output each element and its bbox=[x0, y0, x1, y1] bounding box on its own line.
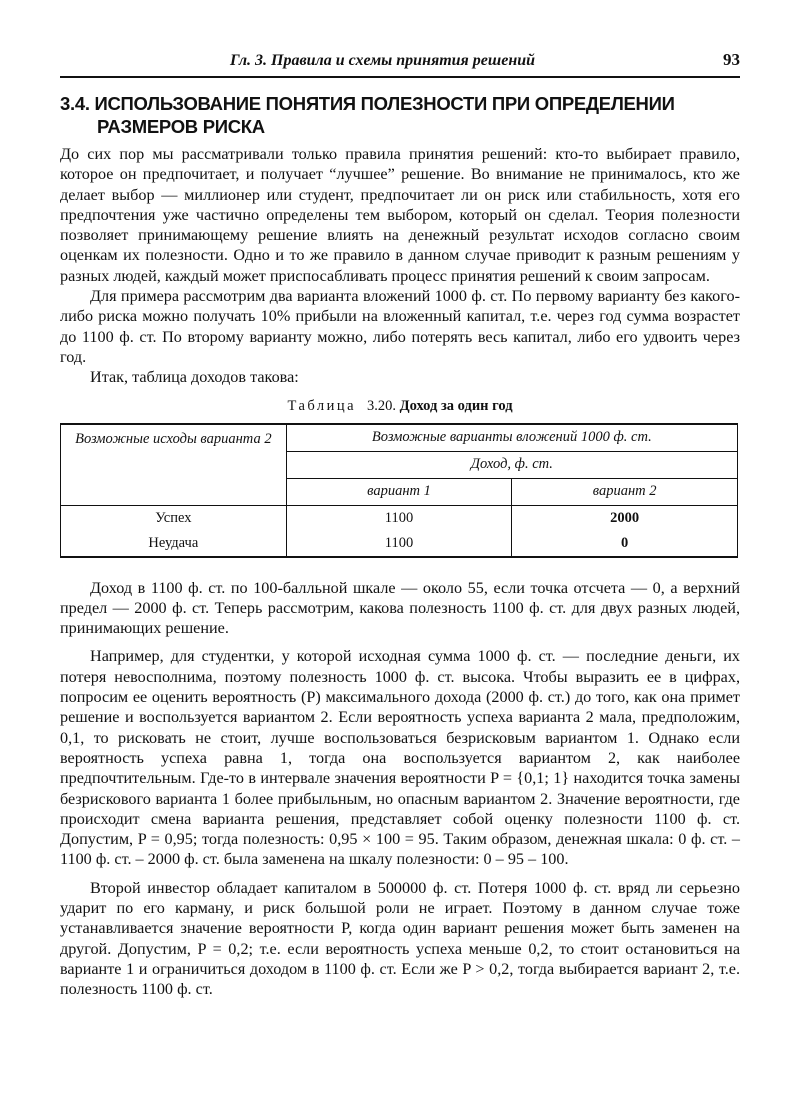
table-row bbox=[61, 531, 738, 557]
running-head-title: Гл. 3. Правила и схемы принятия решений bbox=[230, 52, 535, 69]
table-header-variants: Возможные варианты вложений 1000 ф. ст. bbox=[286, 424, 737, 452]
table-caption-title: Доход за один год bbox=[399, 397, 513, 414]
table-row bbox=[61, 505, 738, 531]
section-heading bbox=[60, 92, 740, 138]
table-header-income: Доход, ф. ст. bbox=[286, 451, 737, 478]
paragraph-investor: Второй инвестор обладает капиталом в 500000 ф. ст. Потеря 1000 ф. ст. вряд ли серьезно ударит по его карману, и риск большой роли не играет. Поэтому в данном случае тоже устанавливается значение вероятности P, когда один вариант решения может быть заменен на другой. Допустим, P = 0,2; т.е. если вероятность успеха меньше 0,2, то стоит остановиться на варианте 1 и ограничиться доходом в 1100 ф. ст. Если же P > 0,2, тогда выбирается вариант 2, т.е. полезность 1100 ф. ст. bbox=[60, 878, 740, 999]
paragraph-scale: Доход в 1100 ф. ст. по 100-балльной шкале — около 55, если точка отсчета — 0, а верхний предел — 2000 ф. ст. Теперь рассмотрим, какова полезность 1100 ф. ст. для двух разных людей, принимающих решение. bbox=[60, 578, 740, 638]
text-after-table bbox=[60, 578, 740, 1000]
table-caption-prefix: Таблица bbox=[287, 397, 357, 414]
table-caption bbox=[60, 398, 740, 415]
page-number: 93 bbox=[723, 50, 740, 69]
section-heading-line2: РАЗМЕРОВ РИСКА bbox=[97, 116, 265, 137]
book-page bbox=[60, 48, 740, 1000]
income-table bbox=[60, 423, 738, 558]
table-cell-outcome: Успех bbox=[61, 505, 287, 531]
running-head bbox=[60, 48, 740, 78]
table-cell-value: 2000 bbox=[512, 505, 738, 531]
table-caption-number: 3.20. bbox=[366, 397, 396, 414]
table-cell-value: 1100 bbox=[286, 531, 512, 557]
paragraph-student: Например, для студентки, у которой исходная сумма 1000 ф. ст. — последние деньги, их потеря невосполнима, поэтому полезность 1000 ф. ст. высока. Чтобы выразить ее в цифрах, попросим ее оценить вероятность (P) максимального дохода (2000 ф. ст.) до того, как она примет решение и воспользуется вариантом 2. Если вероятность успеха варианта 2 мала, предположим, 0,1, то рисковать не стоит, лучше воспользоваться безрисковым вариантом 1. Однако если вероятность успеха равна 1, тогда она воспользуется вариантом 2, как наиболее предпочтительным. Где-то в интервале значения вероятности P = {0,1; 1} находится точка замены безрискового варианта 1 более прибыльным, но опасным вариантом 2. Значение вероятности, где происходит смена варианта решения, представляет собой оценку полезности 1100 ф. ст. Допустим, P = 0,95; тогда полезность: 0,95 × 100 = 95. Таким образом, денежная шкала: 0 ф. ст. – 1100 ф. ст. – 2000 ф. ст. была заменена на шкалу полезности: 0 – 95 – 100. bbox=[60, 647, 740, 869]
table-header-outcomes: Возможные исходы варианта 2 bbox=[61, 424, 287, 506]
table-header-variant1: вариант 1 bbox=[286, 478, 512, 505]
table-cell-value: 1100 bbox=[286, 505, 512, 531]
table-header-variant2: вариант 2 bbox=[512, 478, 738, 505]
section-heading-line1: 3.4. ИСПОЛЬЗОВАНИЕ ПОНЯТИЯ ПОЛЕЗНОСТИ ПРИ ОПРЕДЕЛЕНИИ bbox=[60, 93, 675, 114]
table-cell-value: 0 bbox=[512, 531, 738, 557]
paragraph-table-intro: Итак, таблица доходов такова: bbox=[90, 368, 299, 387]
paragraph-intro: До сих пор мы рассматривали только правила принятия решений: кто-то выбирает правило, которое он предпочитает, и получает “лучшее” решение. Во внимание не принималось, кто же делает выбор — миллионер или студент, предпочитает ли он риск или стабильность, хотя его предпочтения уже частично определены тем выбором, который он сделал. Теория полезности позволяет принимающему решение влиять на денежный результат исходов согласно своим оценкам их полезности. Одно и то же правило в данном случае приводит к разным решениям у разных людей, каждый может приспосабливать процесс принятия решений к своим запросам. bbox=[60, 145, 740, 285]
table-cell-outcome: Неудача bbox=[61, 531, 287, 557]
paragraph-example: Для примера рассмотрим два варианта вложений 1000 ф. ст. По первому варианту без какого-либо риска можно получать 10% прибыли на вложенный капитал, т.е. через год сумма возрастет до 1100 ф. ст. По второму варианту можно, либо потерять весь капитал, либо его удвоить через год. bbox=[60, 287, 740, 366]
